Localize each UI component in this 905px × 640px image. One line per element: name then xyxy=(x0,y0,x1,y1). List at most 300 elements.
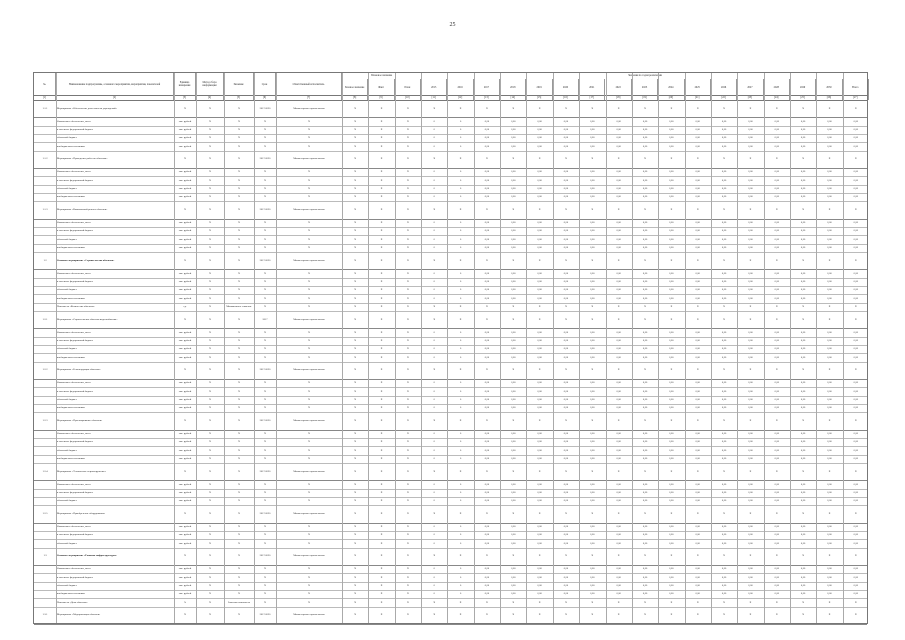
cell-unit: тыс. рублей xyxy=(178,178,192,182)
cell-v: 0,00 xyxy=(642,296,648,300)
cell-v: X xyxy=(854,368,857,372)
cell-v: X xyxy=(406,499,409,503)
cell-v: 0,00 xyxy=(748,490,753,494)
cell-v: X xyxy=(406,338,409,342)
cell-v: 0,00 xyxy=(511,195,516,199)
cell-date: X xyxy=(264,127,266,131)
cell-v: 0,00 xyxy=(616,186,621,190)
cell-e: X xyxy=(238,296,240,300)
cell-v: 0,00 xyxy=(853,229,858,233)
cell-v: 0,00 xyxy=(563,119,569,123)
cell-v: X xyxy=(354,229,357,233)
cell-v: 0,00 xyxy=(800,431,806,435)
cell-name: областной бюджет xyxy=(57,499,77,503)
cell-v: X xyxy=(406,288,409,292)
cell-v: X xyxy=(591,419,594,423)
cell-v: X xyxy=(854,419,857,423)
cell-v: 0 xyxy=(433,456,435,460)
header-sub-sub_a: Базовое значение xyxy=(342,79,368,95)
cell-v: 0,00 xyxy=(774,575,779,579)
cell-v: X xyxy=(406,195,409,199)
cell-v: 0,00 xyxy=(511,541,516,545)
cell-v: 0,00 xyxy=(695,220,700,224)
cell-v: 0,00 xyxy=(800,567,806,571)
cell-v: 0,00 xyxy=(537,195,542,199)
cell-v: X xyxy=(512,419,515,423)
cell-v: X xyxy=(380,186,383,190)
cell-v: X xyxy=(380,448,383,452)
cell-v: X xyxy=(512,554,515,558)
cell-v: 0,00 xyxy=(827,592,832,596)
cell-v: 0 xyxy=(433,338,435,342)
cell-e: X xyxy=(238,170,240,174)
header-sub-sub_c: План xyxy=(395,79,421,95)
table-row xyxy=(34,338,867,346)
cell-v: 0,00 xyxy=(616,288,621,292)
cell-v: 0 xyxy=(433,195,435,199)
cell-v: X xyxy=(591,512,594,516)
cell-v: X xyxy=(486,317,488,321)
cell-v: X xyxy=(854,258,857,262)
cell-v: X xyxy=(406,245,409,249)
cell-v: X xyxy=(380,296,383,300)
cell-date: X xyxy=(264,406,266,410)
cell-v: 0,00 xyxy=(642,490,648,494)
header-year: 2029 xyxy=(790,79,816,95)
table-row xyxy=(34,456,867,464)
cell-v: X xyxy=(380,220,383,224)
cell-v: 0,00 xyxy=(642,279,648,283)
cell-e: X xyxy=(238,490,240,494)
cell-v: 0,00 xyxy=(669,381,674,385)
cell-v: 0,00 xyxy=(537,448,542,452)
cell-v: X xyxy=(670,317,673,321)
cell-v: 0 xyxy=(459,186,462,190)
cell-id xyxy=(34,270,56,277)
cell-v: X xyxy=(486,157,488,161)
column-number: [27] xyxy=(843,95,869,100)
cell-v: X xyxy=(749,469,752,473)
cell-v: 0,00 xyxy=(721,237,727,241)
table-row xyxy=(34,279,867,287)
cell-unit: тыс. рублей xyxy=(178,448,192,452)
cell-v: X xyxy=(406,237,409,241)
cell-v: 0 xyxy=(459,524,462,528)
header-year: 2030 xyxy=(816,79,842,95)
cell-v: X xyxy=(380,419,383,423)
cell-name: внебюджетные источники xyxy=(57,296,85,300)
cell-v: 0,00 xyxy=(827,136,832,140)
cell-name: Мероприятие «Техническое перевооружение» xyxy=(57,469,107,473)
cell-d: X xyxy=(209,127,211,131)
cell-v: 0,00 xyxy=(748,448,753,452)
cell-v: X xyxy=(828,554,831,558)
cell-v: X xyxy=(775,512,778,516)
cell-v: X xyxy=(802,419,805,423)
cell-unit: тыс. рублей xyxy=(178,195,192,199)
cell-v: 0,00 xyxy=(642,271,648,275)
cell-resp: X xyxy=(308,490,310,494)
cell-v: 0,00 xyxy=(827,448,832,452)
cell-v: X xyxy=(406,220,409,224)
cell-v: 0 xyxy=(459,271,462,275)
cell-v: X xyxy=(644,512,646,516)
cell-v: X xyxy=(380,613,383,617)
cell-e: X xyxy=(238,127,240,131)
cell-v: X xyxy=(380,208,383,212)
cell-e: X xyxy=(238,195,240,199)
grid-line xyxy=(711,73,712,623)
cell-v: 0,00 xyxy=(537,456,542,460)
cell-date: 2017-2020 xyxy=(259,512,271,516)
cell-v: X xyxy=(775,208,778,212)
cell-resp: Министерство строительства xyxy=(293,613,325,617)
cell-v: X xyxy=(565,304,567,308)
column-number: [13] xyxy=(474,95,500,100)
cell-v: 0,00 xyxy=(800,533,806,537)
cell-v: X xyxy=(854,600,857,604)
cell-resp: X xyxy=(308,186,310,190)
cell-d: X xyxy=(209,482,211,486)
cell-id: 1.2.2 xyxy=(42,368,48,372)
cell-v: 0,00 xyxy=(616,541,621,545)
cell-e: X xyxy=(238,389,240,393)
cell-v: 0,00 xyxy=(642,524,648,528)
cell-resp: X xyxy=(308,119,310,123)
cell-id xyxy=(34,177,56,184)
cell-v: X xyxy=(775,600,778,604)
cell-id: 1.2.5 xyxy=(42,512,48,516)
column-number: [24] xyxy=(764,95,790,100)
cell-v: 0,00 xyxy=(537,583,542,587)
cell-v: 0 xyxy=(433,127,435,131)
cell-name: Финансовое обеспечение, всего xyxy=(57,431,91,435)
cell-v: 0,00 xyxy=(642,338,648,342)
cell-v: X xyxy=(565,512,567,516)
cell-v: 0 xyxy=(459,296,462,300)
header-cell-name: Наименование подпрограммы, основного мероприятия, мероприятия, показателей xyxy=(56,73,174,95)
cell-v: X xyxy=(406,317,409,321)
cell-v: 0,00 xyxy=(748,431,753,435)
cell-v: 0,00 xyxy=(669,271,674,275)
cell-e: X xyxy=(238,245,240,249)
cell-v: X xyxy=(512,258,515,262)
cell-v: 0,00 xyxy=(748,144,753,148)
cell-d: X xyxy=(209,220,211,224)
cell-v: 0,00 xyxy=(695,575,700,579)
cell-v: X xyxy=(354,600,357,604)
table-row xyxy=(34,354,867,362)
cell-v: 0,00 xyxy=(800,245,806,249)
cell-v: X xyxy=(512,317,515,321)
cell-v: 0 xyxy=(459,347,462,351)
cell-d: X xyxy=(209,330,211,334)
cell-id xyxy=(34,431,56,438)
cell-d: X xyxy=(209,448,211,452)
cell-resp: X xyxy=(308,245,310,249)
cell-name: Мероприятие «Приобретение оборудования» xyxy=(57,512,106,516)
cell-v: X xyxy=(775,157,778,161)
cell-v: X xyxy=(644,613,646,617)
cell-date: 2017-2020 xyxy=(259,208,271,212)
cell-v: 0,00 xyxy=(695,279,700,283)
table-row xyxy=(34,380,867,388)
cell-v: 0,00 xyxy=(721,195,727,199)
cell-v: X xyxy=(828,304,831,308)
cell-v: X xyxy=(380,258,383,262)
cell-d: X xyxy=(209,499,211,503)
cell-d: X xyxy=(209,136,211,140)
cell-d: X xyxy=(209,490,211,494)
cell-v: 0,00 xyxy=(853,296,858,300)
cell-v: 0,00 xyxy=(484,499,490,503)
cell-v: X xyxy=(380,229,383,233)
cell-v: 0,00 xyxy=(695,524,700,528)
cell-v: 0,00 xyxy=(511,186,516,190)
cell-v: X xyxy=(617,554,620,558)
cell-v: 0,00 xyxy=(616,170,621,174)
cell-v: 0,00 xyxy=(563,389,569,393)
cell-date: 2017-2020 xyxy=(259,106,271,110)
cell-v: 0,00 xyxy=(642,575,648,579)
cell-v: 0,00 xyxy=(537,431,542,435)
cell-v: 0,00 xyxy=(616,499,621,503)
cell-v: X xyxy=(354,512,357,516)
cell-v: X xyxy=(380,431,383,435)
cell-v: X xyxy=(538,419,541,423)
cell-v: 0,00 xyxy=(669,347,674,351)
cell-d: X xyxy=(209,229,211,233)
cell-v: 0,00 xyxy=(563,567,569,571)
cell-v: 0,00 xyxy=(511,440,516,444)
cell-v: X xyxy=(380,533,383,537)
cell-v: 0,00 xyxy=(484,144,490,148)
cell-v: 0,00 xyxy=(721,245,727,249)
cell-v: X xyxy=(459,512,462,516)
cell-v: 0,00 xyxy=(827,279,832,283)
cell-v: X xyxy=(354,482,357,486)
cell-v: 0,00 xyxy=(484,406,490,410)
cell-unit: тыс. рублей xyxy=(178,533,192,537)
cell-v: 0 xyxy=(433,482,435,486)
cell-v: 0,00 xyxy=(748,533,753,537)
cell-resp: X xyxy=(308,541,310,545)
cell-resp: X xyxy=(308,279,310,283)
cell-v: X xyxy=(380,499,383,503)
cell-v: X xyxy=(380,583,383,587)
cell-d: X xyxy=(209,389,211,393)
cell-resp: X xyxy=(308,136,310,140)
column-number: [21] xyxy=(685,95,711,100)
cell-v: X xyxy=(644,469,646,473)
cell-v: 0,00 xyxy=(853,440,858,444)
cell-resp: X xyxy=(308,600,310,604)
cell-unit: тыс. рублей xyxy=(178,119,192,123)
cell-date: X xyxy=(264,389,266,393)
table-row xyxy=(34,304,867,312)
cell-v: X xyxy=(354,178,357,182)
cell-v: 0,00 xyxy=(800,195,806,199)
grid-line xyxy=(196,73,197,623)
cell-id xyxy=(34,405,56,412)
cell-v: 0,00 xyxy=(827,288,832,292)
cell-v: 0,00 xyxy=(642,381,648,385)
table-row xyxy=(34,346,867,354)
cell-v: 0,00 xyxy=(590,186,595,190)
cell-v: 0,00 xyxy=(484,541,490,545)
cell-v: X xyxy=(486,613,488,617)
cell-v: 0,00 xyxy=(642,119,648,123)
cell-v: 0,00 xyxy=(590,524,595,528)
cell-v: X xyxy=(406,541,409,545)
cell-v: 0,00 xyxy=(853,186,858,190)
cell-resp: X xyxy=(308,583,310,587)
cell-v: 0,00 xyxy=(590,431,595,435)
cell-name: внебюджетные источники xyxy=(57,456,85,460)
cell-v: 0,00 xyxy=(721,136,727,140)
cell-v: X xyxy=(538,106,541,110)
cell-v: 0,00 xyxy=(537,136,542,140)
grid-line xyxy=(421,73,422,623)
cell-v: 0,00 xyxy=(642,533,648,537)
cell-v: 0,00 xyxy=(827,338,832,342)
cell-v: X xyxy=(433,368,436,372)
cell-e: X xyxy=(238,355,240,359)
cell-v: 0,00 xyxy=(853,127,858,131)
cell-v: X xyxy=(591,554,594,558)
cell-v: X xyxy=(828,368,831,372)
cell-v: X xyxy=(406,469,409,473)
cell-v: 0,00 xyxy=(642,220,648,224)
cell-v: X xyxy=(406,440,409,444)
cell-v: X xyxy=(406,208,409,212)
cell-v: 0,00 xyxy=(642,583,648,587)
cell-v: 0,00 xyxy=(827,575,832,579)
cell-v: 0 xyxy=(433,541,435,545)
cell-v: X xyxy=(723,208,725,212)
cell-v: X xyxy=(565,317,567,321)
cell-v: 0 xyxy=(459,381,462,385)
cell-v: 0,00 xyxy=(616,220,621,224)
cell-v: 0,00 xyxy=(511,330,516,334)
cell-v: X xyxy=(354,499,357,503)
cell-v: 0,00 xyxy=(563,541,569,545)
table-row-main xyxy=(34,464,867,481)
cell-date: X xyxy=(264,170,266,174)
cell-unit: тыс. рублей xyxy=(178,583,192,587)
cell-v: X xyxy=(380,482,383,486)
cell-v: 0,00 xyxy=(511,397,516,401)
cell-name: внебюджетные источники xyxy=(57,245,85,249)
cell-e: X xyxy=(238,575,240,579)
cell-v: 0,00 xyxy=(484,431,490,435)
cell-unit: X xyxy=(184,157,186,161)
cell-v: X xyxy=(696,106,699,110)
cell-e: X xyxy=(238,237,240,241)
cell-v: 0,00 xyxy=(800,144,806,148)
cell-v: X xyxy=(380,271,383,275)
cell-v: 0,00 xyxy=(511,136,516,140)
cell-id xyxy=(34,490,56,497)
cell-v: 0,00 xyxy=(800,541,806,545)
cell-v: 0,00 xyxy=(563,220,569,224)
table-row xyxy=(34,287,867,295)
cell-v: 0,00 xyxy=(616,279,621,283)
cell-unit: тыс. рублей xyxy=(178,440,192,444)
cell-v: 0,00 xyxy=(853,431,858,435)
cell-v: X xyxy=(670,613,673,617)
cell-v: X xyxy=(433,419,436,423)
cell-v: 0 xyxy=(433,170,435,174)
cell-v: 0,00 xyxy=(484,245,490,249)
cell-v: 0,00 xyxy=(590,575,595,579)
cell-v: X xyxy=(459,554,462,558)
column-number: [16] xyxy=(553,95,579,100)
cell-v: X xyxy=(380,575,383,579)
cell-resp: Министерство строительства xyxy=(293,419,325,423)
cell-v: 0,00 xyxy=(484,347,490,351)
cell-v: X xyxy=(591,208,594,212)
header-cell-num: № xyxy=(34,73,56,95)
cell-unit: тыс. рублей xyxy=(178,338,192,342)
cell-v: 0,00 xyxy=(590,338,595,342)
cell-v: 0,00 xyxy=(695,245,700,249)
cell-v: 0,00 xyxy=(695,490,700,494)
cell-v: X xyxy=(406,613,409,617)
grid-line xyxy=(526,73,527,623)
header-year: 2018 xyxy=(500,79,526,95)
cell-v: 0,00 xyxy=(642,229,648,233)
cell-resp: X xyxy=(308,271,310,275)
cell-v: 0,00 xyxy=(484,448,490,452)
cell-v: 0,00 xyxy=(748,338,753,342)
cell-resp: X xyxy=(308,304,310,308)
cell-date: X xyxy=(264,178,266,182)
cell-v: 0,00 xyxy=(853,397,858,401)
cell-name: областной бюджет xyxy=(57,136,77,140)
cell-v: 0,00 xyxy=(774,406,779,410)
cell-unit: тыс. рублей xyxy=(178,279,192,283)
table-row xyxy=(34,599,867,607)
cell-v: 0 xyxy=(459,355,462,359)
cell-v: X xyxy=(354,127,357,131)
cell-v: 0,00 xyxy=(563,397,569,401)
cell-v: 0 xyxy=(459,431,462,435)
cell-v: X xyxy=(802,469,805,473)
cell-v: X xyxy=(486,208,488,212)
cell-v: 0,00 xyxy=(827,186,832,190)
cell-id xyxy=(34,304,56,311)
cell-v: 0 xyxy=(433,178,435,182)
cell-v: 0,00 xyxy=(642,456,648,460)
cell-v: X xyxy=(512,304,515,308)
cell-v: 0,00 xyxy=(695,186,700,190)
cell-v: 0,00 xyxy=(748,288,753,292)
cell-id xyxy=(34,169,56,176)
cell-d: X xyxy=(209,613,211,617)
cell-v: 0,00 xyxy=(774,186,779,190)
cell-v: X xyxy=(354,119,357,123)
cell-v: 0,00 xyxy=(642,237,648,241)
header-cell-date: Срок xyxy=(254,73,276,95)
cell-v: 0,00 xyxy=(616,330,621,334)
cell-v: 0,00 xyxy=(853,406,858,410)
cell-v: 0 xyxy=(433,397,435,401)
header-year: 2028 xyxy=(764,79,790,95)
cell-v: 0,00 xyxy=(721,440,727,444)
cell-d: X xyxy=(209,186,211,190)
cell-v: 0,00 xyxy=(853,567,858,571)
